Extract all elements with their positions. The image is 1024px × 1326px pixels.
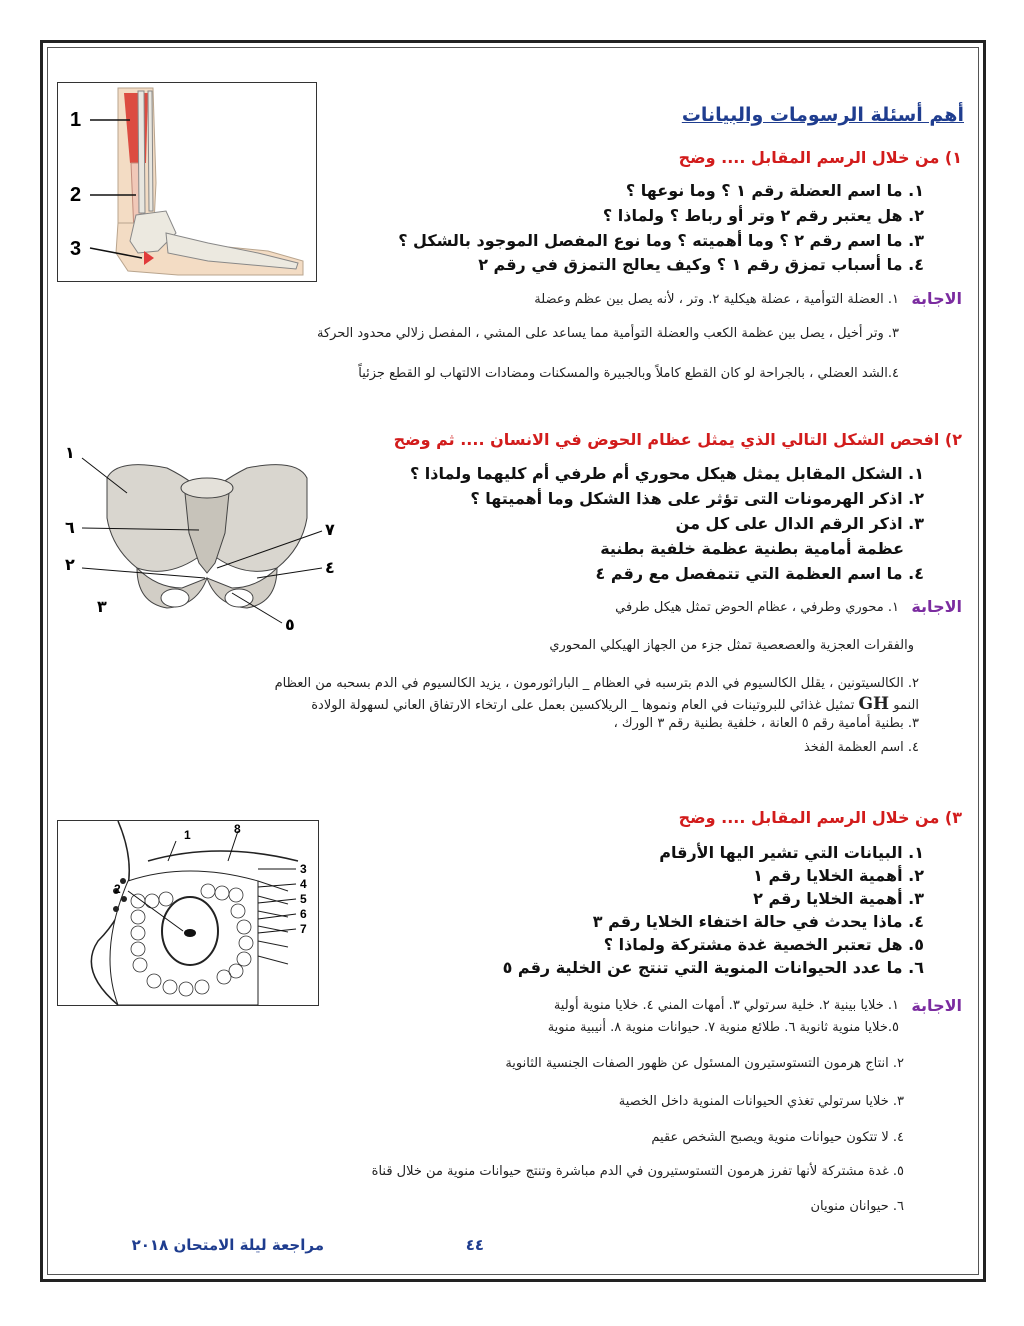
s3-answer-5: ٥. غدة مشتركة لأنها تفرز هرمون التستوستيرون في الدم مباشرة وتنتج حيوانات منوية من خلال قناة — [371, 1164, 904, 1179]
gh-growth-word: النمو — [893, 698, 919, 713]
s3-answer-6: ٦. حيوانان منويان — [810, 1199, 904, 1214]
pelvis-label-1: ١ — [65, 443, 75, 462]
s1-answer-4: ٤.الشد العضلي ، بالجراحة لو كان القطع كاملاً وبالجبيرة والمسكنات ومضادات الالتهاب لو القطع جزئياً — [358, 366, 899, 381]
s2-answer-1: ١. محوري وطرفي ، عظام الحوض تمثل هيكل طرفي — [615, 600, 899, 615]
s3-question-2: ٢. أهمية الخلايا رقم ١ — [753, 866, 924, 885]
tubule-label-2: 2 — [114, 882, 121, 896]
s3-answer-2: ٢. انتاج هرمون التستوستيرون المسئول عن ظهور الصفات الجنسية الثانوية — [505, 1056, 904, 1071]
tubule-label-1: 1 — [184, 828, 191, 842]
s1-answer-label: الاجابة — [911, 289, 962, 308]
s2-answer-4: ٤. اسم العظمة الفخذ — [803, 740, 919, 755]
s2-answer-3: ٣. بطنية أمامية رقم ٥ العانة ، خلفية بطنية رقم ٣ الورك ، — [613, 716, 919, 731]
pelvis-label-2: ٢ — [65, 555, 75, 574]
s2-question-1: ١. الشكل المقابل يمثل هيكل محوري أم طرفي أم كليهما ولماذا ؟ — [409, 464, 924, 483]
page-title: أهم أسئلة الرسومات والبيانات — [681, 104, 964, 126]
s1-question-4: ٤. ما أسباب تمزق رقم ١ ؟ وكيف يعالج التمزق في رقم ٢ — [478, 255, 924, 274]
s3-question-4: ٤. ماذا يحدث في حالة اختفاء الخلايا رقم ٣ — [592, 912, 924, 931]
foot-illustration — [58, 83, 316, 281]
s2-question-3-sub: عظمة أمامية بطنية عظمة خلفية بطنية — [600, 539, 904, 558]
footer-review-text: مراجعة ليلة الامتحان ٢٠١٨ — [131, 1236, 324, 1254]
pelvis-diagram — [57, 438, 357, 638]
section3-heading: ٣) من خلال الرسم المقابل .... وضح — [678, 808, 962, 827]
foot-label-2: 2 — [70, 184, 82, 206]
tubule-label-7: 7 — [300, 922, 307, 936]
s3-answer-1: ١. خلايا بينية ٢. خلية سرتولي ٣. أمهات المني ٤. خلايا منوية أولية — [553, 998, 899, 1013]
s2-answer-2b-text: تمثيل غذائي للبروتينات في العام ونموها _ الريلاكسين بعمل على ارتخاء الارتفاق العاني لسهولة الولادة — [311, 698, 855, 713]
s3-question-6: ٦. ما عدد الحيوانات المنوية التي تنتج عن الخلية رقم ٥ — [502, 958, 924, 977]
s3-answer-1b: ٥.خلايا منوية ثانوية ٦. طلائع منوية ٧. حيوانات منوية ٨. أنيبية منوية — [547, 1020, 899, 1035]
s2-question-3: ٣. اذكر الرقم الدال على كل من — [675, 514, 924, 533]
s1-answer-3: ٣. وتر أخيل ، يصل بين عظمة الكعب والعضلة التوأمية مما يساعد على المشي ، المفصل زلالي محدود الحركة — [316, 326, 899, 341]
tubule-label-8: 8 — [234, 822, 241, 836]
pelvis-label-6: ٦ — [65, 518, 75, 537]
seminiferous-tubule-illustration — [58, 821, 318, 1005]
tubule-label-3: 3 — [300, 862, 307, 876]
s2-question-2: ٢. اذكر الهرمونات التى تؤثر على هذا الشكل وما أهميتها ؟ — [470, 489, 924, 508]
s3-answer-label: الاجابة — [911, 996, 962, 1015]
footer-page-number: ٤٤ — [465, 1236, 484, 1254]
section1-heading: ١) من خلال الرسم المقابل .... وضح — [678, 148, 962, 167]
s1-question-3: ٣. ما اسم رقم ٢ ؟ وما أهميته ؟ وما نوع المفصل الموجود بالشكل ؟ — [398, 231, 924, 250]
s2-answer-label: الاجابة — [911, 597, 962, 616]
s3-answer-3: ٣. خلايا سرتولي تغذي الحيوانات المنوية داخل الخصية — [618, 1094, 904, 1109]
pelvis-label-7: ٧ — [325, 520, 335, 539]
s2-answer-1b: والفقرات العجزية والعصعصية تمثل جزء من الجهاز الهيكلي المحوري — [549, 638, 914, 653]
s1-answer-1: ١. العضلة التوأمية ، عضلة هيكلية ٢. وتر ، لأنه يصل بين عظم وعضلة — [534, 292, 899, 307]
s1-question-2: ٢. هل يعتبر رقم ٢ وتر أو رباط ؟ ولماذا ؟ — [602, 206, 924, 225]
s3-question-1: ١. البيانات التي تشير اليها الأرقام — [659, 843, 924, 862]
pelvis-label-3: ٣ — [97, 597, 107, 616]
pelvis-label-5: ٥ — [285, 615, 295, 634]
testis-tubule-diagram — [57, 820, 319, 1006]
s2-answer-2: ٢. الكالسيتونين ، يقلل الكالسيوم في الدم بترسبه في العظام _ الباراثورمون ، يزيد الكالسيوم في الدم بسحبه من العظام — [274, 676, 919, 691]
s3-question-5: ٥. هل تعتبر الخصية غدة مشتركة ولماذا ؟ — [603, 935, 924, 954]
foot-label-1: 1 — [70, 109, 82, 131]
pelvis-illustration — [57, 438, 357, 638]
s1-question-1: ١. ما اسم العضلة رقم ١ ؟ وما نوعها ؟ — [625, 181, 924, 200]
pelvis-label-4: ٤ — [325, 558, 335, 577]
tubule-label-4: 4 — [300, 877, 307, 891]
s2-question-4: ٤. ما اسم العظمة التي تتمفصل مع رقم ٤ — [595, 564, 924, 583]
s3-question-3: ٣. أهمية الخلايا رقم ٢ — [753, 889, 924, 908]
s3-answer-4: ٤. لا تتكون حيوانات منوية ويصبح الشخص عقيم — [651, 1130, 904, 1145]
section2-heading: ٢) افحص الشكل التالي الذي يمثل عظام الحوض في الانسان .... ثم وضح — [393, 430, 962, 449]
tubule-label-5: 5 — [300, 892, 307, 906]
foot-diagram — [57, 82, 317, 282]
tubule-label-6: 6 — [300, 907, 307, 921]
s2-answer-2b — [311, 694, 919, 714]
gh-hormone: GH — [858, 694, 890, 714]
foot-label-3: 3 — [70, 238, 82, 260]
